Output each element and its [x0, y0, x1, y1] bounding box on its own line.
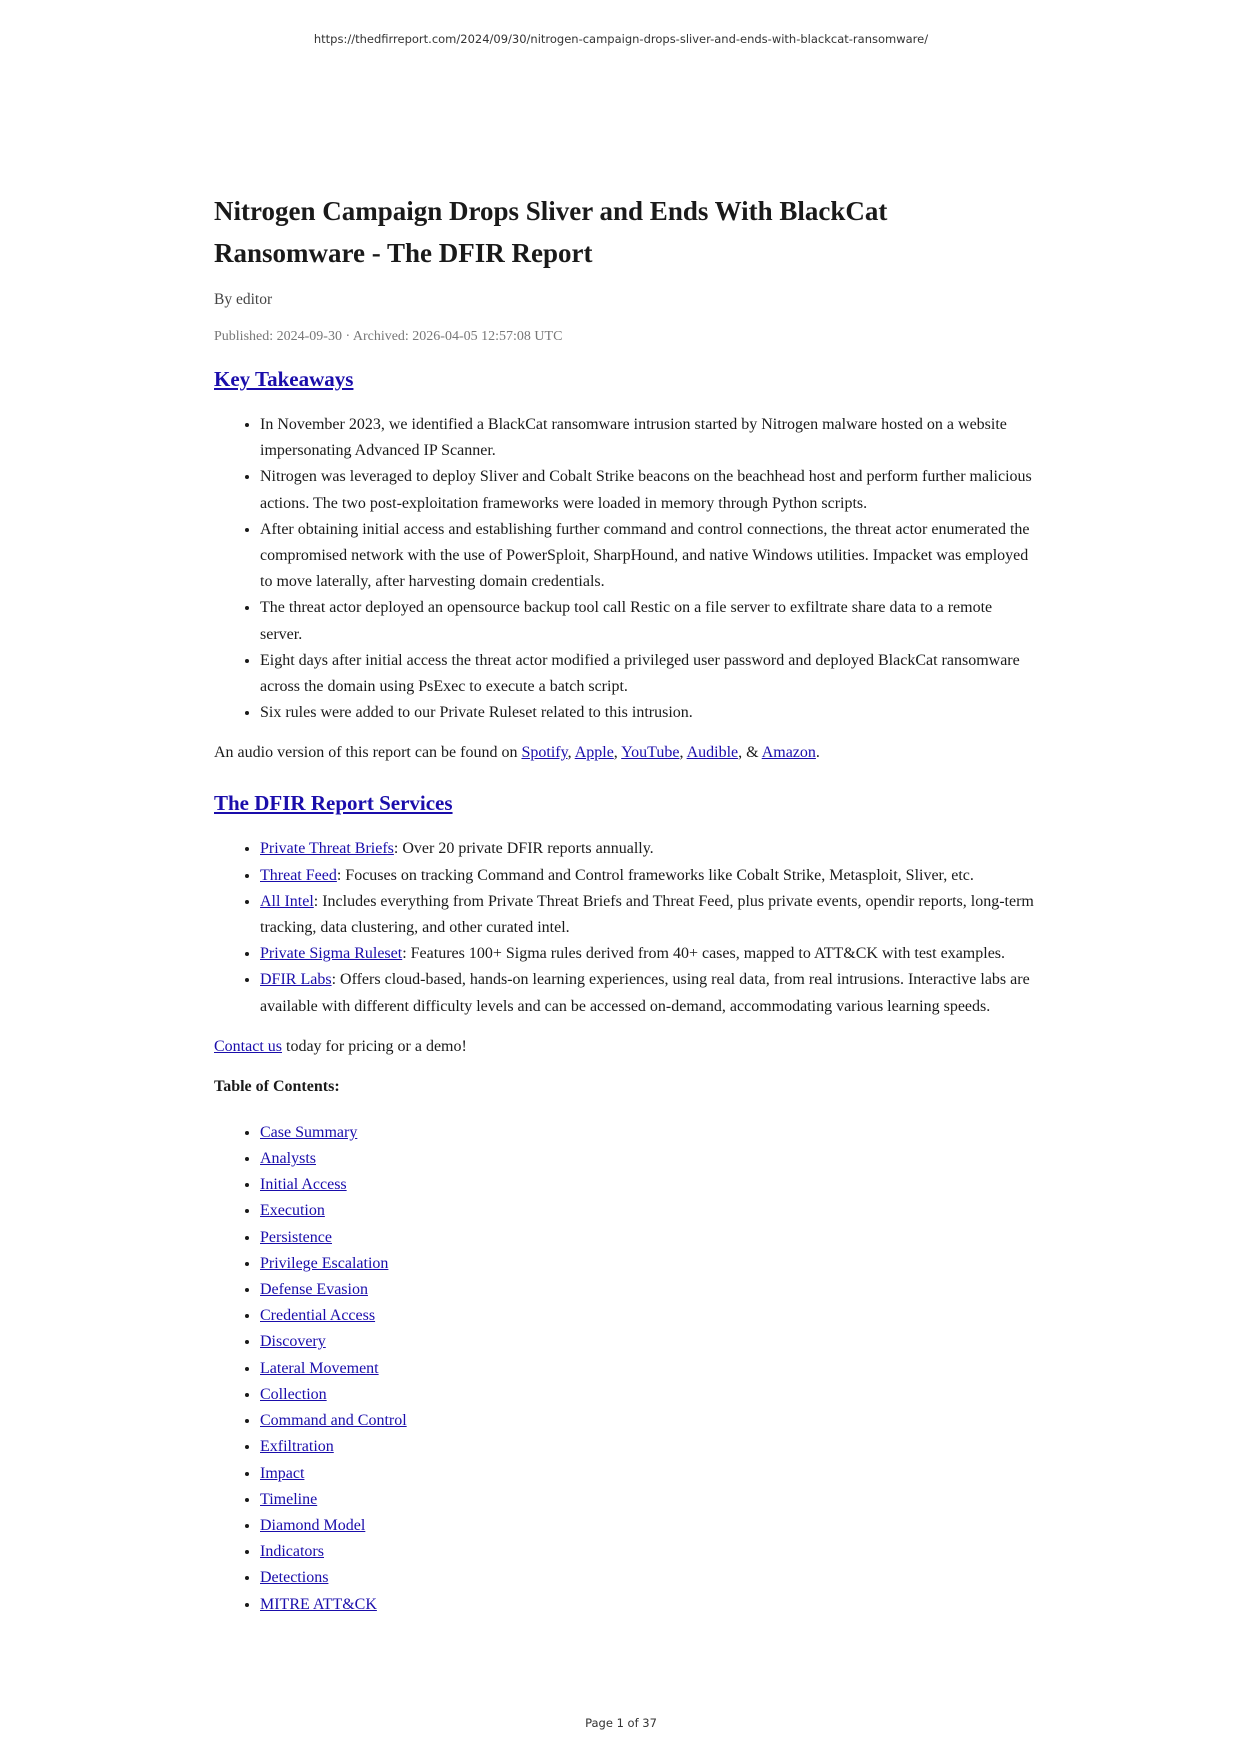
toc-item	[260, 1565, 1034, 1591]
list-item: • DFIR Labs: Offers cloud-based, hands-on learning experiences, using real data, from real intrusions. Interactive labs are available with different difficulty levels and can be accessed on-demand, accommodating various learning speeds.	[260, 967, 1034, 1019]
toc-link[interactable]: Timeline	[260, 1490, 318, 1508]
key-takeaways-heading	[214, 364, 1034, 394]
toc-item	[260, 1303, 1034, 1329]
toc-item	[260, 1434, 1034, 1460]
toc-item	[260, 1120, 1034, 1146]
toc-item	[260, 1513, 1034, 1539]
toc-item	[260, 1251, 1034, 1277]
toc-link[interactable]: Credential Access	[260, 1307, 376, 1325]
toc-link[interactable]: Lateral Movement	[260, 1359, 379, 1377]
toc-list	[214, 1120, 1034, 1618]
amazon-link[interactable]: Amazon	[761, 744, 816, 762]
page-url-header: https://thedfirreport.com/2024/09/30/nitrogen-campaign-drops-sliver-and-ends-with-blackcat-ransomware/	[313, 32, 929, 46]
list-item: • Threat Feed: Focuses on tracking Command and Control frameworks like Cobalt Strike, Metasploit, Sliver, etc.	[260, 863, 1034, 889]
toc-link[interactable]: Diamond Model	[260, 1516, 366, 1534]
toc-item	[260, 1539, 1034, 1565]
private-threat-briefs-link[interactable]: Private Threat Briefs	[260, 840, 394, 858]
toc-link[interactable]: Impact	[260, 1464, 305, 1482]
toc-link[interactable]: Discovery	[260, 1333, 326, 1351]
toc-link[interactable]: Indicators	[260, 1543, 324, 1561]
toc-item	[260, 1592, 1034, 1618]
threat-feed-link[interactable]: Threat Feed	[260, 866, 337, 884]
toc-link[interactable]: Exfiltration	[260, 1438, 334, 1456]
toc-item	[260, 1487, 1034, 1513]
list-item: • The threat actor deployed an opensource backup tool call Restic on a file server to exfiltrate share data to a remote server.	[260, 595, 1034, 647]
apple-link[interactable]: Apple	[574, 744, 614, 762]
list-item: • In November 2023, we identified a BlackCat ransomware intrusion started by Nitrogen malware hosted on a website impersonating Advanced IP Scanner.	[260, 412, 1034, 464]
article	[214, 190, 1034, 1632]
toc-title: Table of Contents:	[214, 1077, 340, 1095]
toc-item	[260, 1198, 1034, 1224]
byline: By editor	[214, 291, 273, 308]
youtube-link[interactable]: YouTube	[621, 744, 680, 762]
audio-paragraph: An audio version of this report can be found on Spotify, Apple, YouTube, Audible, & Amazon.	[214, 744, 820, 762]
list-item: • Nitrogen was leveraged to deploy Sliver and Cobalt Strike beacons on the beachhead host and perform further malicious actions. The two post-exploitation frameworks were loaded in memory through Python scripts.	[260, 464, 1034, 516]
contact-us-link[interactable]: Contact us	[214, 1037, 282, 1055]
list-item: • All Intel: Includes everything from Private Threat Briefs and Threat Feed, plus private events, opendir reports, long-term tracking, data clustering, and other curated intel.	[260, 889, 1034, 941]
toc-link[interactable]: Execution	[260, 1202, 325, 1220]
toc-link[interactable]: Analysts	[260, 1150, 316, 1168]
toc-item	[260, 1146, 1034, 1172]
toc-item	[260, 1172, 1034, 1198]
toc-link[interactable]: Initial Access	[260, 1176, 347, 1194]
toc-link[interactable]: Collection	[260, 1385, 327, 1403]
publish-meta: Published: 2024-09-30 · Archived: 2026-04-05 12:57:08 UTC	[214, 329, 563, 344]
toc-link[interactable]: Defense Evasion	[260, 1281, 368, 1299]
list-item: • Private Threat Briefs: Over 20 private DFIR reports annually.	[260, 836, 1034, 862]
toc-item	[260, 1382, 1034, 1408]
toc-link[interactable]: Privilege Escalation	[260, 1254, 389, 1272]
toc-item	[260, 1408, 1034, 1434]
toc-item	[260, 1356, 1034, 1382]
toc-link[interactable]: Case Summary	[260, 1123, 358, 1141]
contact-paragraph: Contact us today for pricing or a demo!	[214, 1037, 467, 1055]
key-takeaways-link[interactable]: Key Takeaways	[214, 367, 354, 391]
toc-link[interactable]: Command and Control	[260, 1412, 407, 1430]
list-item: • Eight days after initial access the threat actor modified a privileged user password and deployed BlackCat ransomware across the domain using PsExec to execute a batch script.	[260, 648, 1034, 700]
toc-item	[260, 1225, 1034, 1251]
toc-link[interactable]: Persistence	[260, 1228, 332, 1246]
list-item: • Private Sigma Ruleset: Features 100+ Sigma rules derived from 40+ cases, mapped to ATT&CK with test examples.	[260, 941, 1034, 967]
toc-item	[260, 1277, 1034, 1303]
toc-item	[260, 1329, 1034, 1355]
key-takeaways-list	[214, 412, 1034, 726]
toc-item	[260, 1461, 1034, 1487]
private-sigma-ruleset-link[interactable]: Private Sigma Ruleset	[260, 945, 403, 963]
audible-link[interactable]: Audible	[686, 744, 739, 762]
page-number-footer: Page 1 of 37	[585, 1716, 657, 1730]
spotify-link[interactable]: Spotify	[521, 744, 568, 762]
services-link[interactable]: The DFIR Report Services	[214, 791, 453, 816]
all-intel-link[interactable]: All Intel	[260, 892, 314, 910]
list-item: • Six rules were added to our Private Ruleset related to this intrusion.	[260, 700, 1034, 726]
dfir-labs-link[interactable]: DFIR Labs	[260, 971, 332, 989]
toc-link[interactable]: MITRE ATT&CK	[260, 1595, 377, 1613]
article-title: Nitrogen Campaign Drops Sliver and Ends With BlackCat Ransomware - The DFIR Report	[214, 196, 888, 268]
toc-link[interactable]: Detections	[260, 1569, 329, 1587]
services-heading	[214, 788, 1034, 818]
services-list	[214, 836, 1034, 1019]
list-item: • After obtaining initial access and establishing further command and control connections, the threat actor enumerated the compromised network with the use of PowerSploit, SharpHound, and native Windows utilities. Impacket was employed to move laterally, after harvesting domain credentials.	[260, 517, 1034, 596]
